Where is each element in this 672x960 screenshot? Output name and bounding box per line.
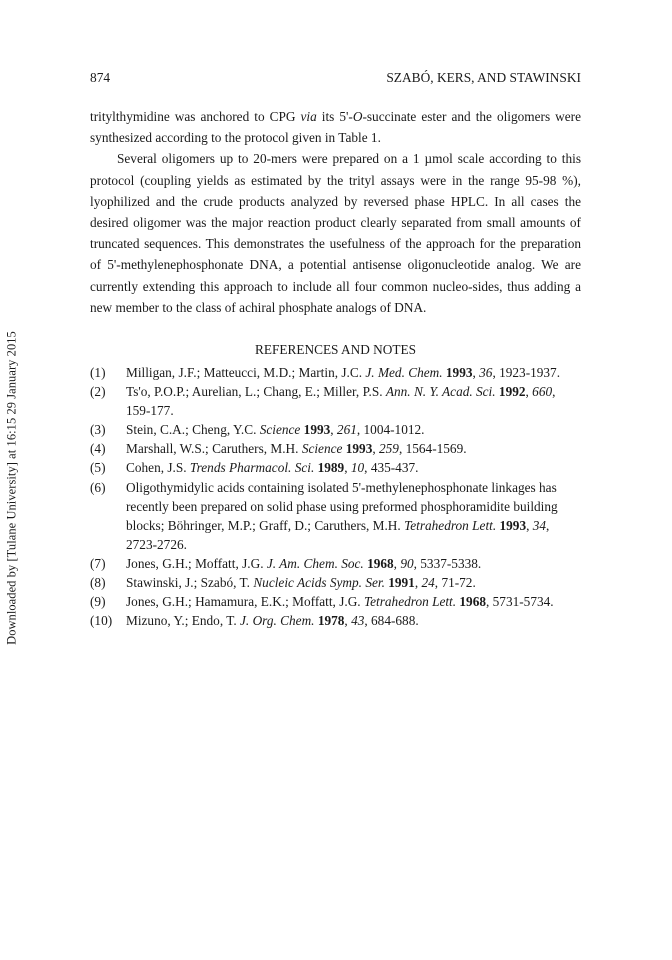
reference-text: Mizuno, Y.; Endo, T. J. Org. Chem. 1978, 43, 684-688. (126, 613, 419, 629)
reference-pages: 1564-1569. (405, 441, 467, 457)
reference-item (90, 458, 581, 477)
reference-pages: 5337-5338. (420, 555, 482, 571)
reference-text: Stawinski, J.; Szabó, T. Nucleic Acids Symp. Ser. 1991, 24, 71-72. (126, 575, 476, 591)
reference-authors: Milligan, J.F.; Matteucci, M.D.; Martin, J.C. (126, 365, 366, 380)
reference-volume: 261 (336, 422, 357, 438)
download-note-text: Downloaded by [Tulane University] at 16:15 29 January 2015 (4, 331, 19, 645)
reference-item (90, 363, 581, 382)
p1-text-e: -succinate ester and the oligomers were synthesized according to the protocol given in Table 1. (90, 109, 581, 146)
reference-text: Oligothymidylic acids containing isolated 5'-methylenephosphonate linkages has recently been prepared on solid phase using preformed phosphoramidite building blocks; Böhringer, M.P.; Graff, D.; Caruthers, M.H. Tetrahedron Lett. 1993, 34, 2723-2726. (126, 479, 558, 552)
reference-authors: Mizuno, Y.; Endo, T. (126, 613, 241, 629)
reference-pages: 71-72. (441, 575, 476, 591)
reference-volume: 24 (421, 575, 435, 591)
reference-text: Cohen, J.S. Trends Pharmacol. Sci. 1989, 10, 435-437. (126, 460, 419, 476)
reference-pages: 5731-5734. (492, 594, 554, 610)
reference-journal: Tetrahedron Lett. (363, 594, 457, 610)
reference-number: (10) (90, 613, 113, 629)
reference-journal: J. Am. Chem. Soc. (266, 555, 364, 571)
reference-volume: 259 (379, 441, 399, 457)
running-title: SZABÓ, KERS, AND STAWINSKI (386, 70, 581, 85)
reference-item (90, 382, 581, 420)
reference-journal: Trends Pharmacol. Sci. (189, 460, 315, 476)
reference-pages: 1004-1012. (363, 422, 425, 438)
reference-authors: Cohen, J.S. (126, 460, 190, 476)
page-header (90, 70, 581, 86)
reference-item (90, 478, 581, 554)
reference-pages: 159-177. (126, 403, 174, 419)
reference-text: Ts'o, P.O.P.; Aurelian, L.; Chang, E.; Miller, P.S. Ann. N. Y. Acad. Sci. 1992, 660, 159-177. (126, 384, 556, 419)
p1-o: O (352, 109, 363, 124)
references-list (90, 363, 581, 630)
reference-journal: Science (301, 441, 343, 457)
reference-authors: Jones, G.H.; Moffatt, J.G. (126, 555, 267, 571)
reference-item (90, 573, 581, 592)
reference-text: Stein, C.A.; Cheng, Y.C. Science 1993, 261, 1004-1012. (126, 422, 425, 438)
reference-text: Milligan, J.F.; Matteucci, M.D.; Martin, J.C. J. Med. Chem. 1993, 36, 1923-1937. (126, 365, 561, 380)
reference-authors: Jones, G.H.; Hamamura, E.K.; Moffatt, J.G. (126, 594, 364, 610)
reference-year: 1968 (459, 594, 486, 610)
reference-year: 1968 (367, 555, 394, 571)
p1-text-c: its 5'- (316, 109, 353, 124)
reference-pages: 435-437. (370, 460, 419, 476)
reference-number: (9) (90, 594, 106, 610)
reference-authors: Marshall, W.S.; Caruthers, M.H. (126, 441, 302, 457)
reference-number: (2) (90, 384, 106, 400)
reference-item (90, 592, 581, 611)
reference-number: (6) (90, 479, 106, 495)
reference-volume: 34 (532, 517, 547, 533)
reference-number: (4) (90, 441, 106, 457)
reference-journal: J. Org. Chem. (240, 613, 315, 629)
reference-authors: Stawinski, J.; Szabó, T. (126, 575, 254, 591)
reference-volume: 10 (350, 460, 365, 476)
reference-year: 1978 (317, 613, 345, 629)
references-heading: REFERENCES AND NOTES (254, 342, 417, 357)
p1-via: via (300, 109, 317, 124)
reference-text: Jones, G.H.; Hamamura, E.K.; Moffatt, J.G. Tetrahedron Lett. 1968, 5731-5734. (126, 594, 554, 610)
reference-year: 1992 (498, 384, 526, 400)
reference-number: (1) (90, 365, 106, 380)
reference-item (90, 611, 581, 630)
reference-journal: J. Med. Chem. (365, 365, 443, 380)
reference-text: Jones, G.H.; Moffatt, J.G. J. Am. Chem. Soc. 1968, 90, 5337-5338. (126, 555, 482, 571)
body-text (90, 106, 581, 318)
reference-journal: Science (259, 422, 301, 438)
reference-pages: 2723-2726. (126, 536, 187, 552)
p1-text-a: tritylthymidine was anchored to CPG (90, 109, 301, 124)
reference-item (90, 439, 581, 458)
reference-authors: Oligothymidylic acids containing isolated 5'-methylenephosphonate linkages has recently been prepared on solid phase using preformed phosphoramidite building blocks; Böhringer, M.P.; Graff, D.; Caruthers, M.H. (126, 479, 558, 533)
paragraph-1 (90, 106, 581, 148)
reference-journal: Nucleic Acids Symp. Ser. (253, 575, 385, 591)
reference-year: 1993 (345, 441, 373, 457)
reference-volume: 90 (400, 555, 414, 571)
reference-authors: Stein, C.A.; Cheng, Y.C. (126, 422, 260, 438)
reference-year: 1993 (499, 517, 527, 533)
reference-volume: 660 (532, 384, 553, 400)
reference-journal: Ann. N. Y. Acad. Sci. (385, 384, 496, 400)
reference-volume: 43 (351, 613, 365, 629)
reference-year: 1989 (317, 460, 345, 476)
reference-number: (3) (90, 422, 106, 438)
reference-authors: Ts'o, P.O.P.; Aurelian, L.; Chang, E.; Miller, P.S. (126, 384, 386, 400)
reference-year: 1993 (445, 365, 473, 380)
reference-pages: 1923-1937. (499, 365, 561, 380)
reference-number: (8) (90, 575, 106, 591)
download-watermark (4, 318, 20, 658)
reference-text: Marshall, W.S.; Caruthers, M.H. Science 1993, 259, 1564-1569. (126, 441, 467, 457)
reference-year: 1991 (388, 575, 415, 591)
reference-item (90, 554, 581, 573)
reference-volume: 36 (479, 365, 493, 380)
reference-item (90, 420, 581, 439)
reference-pages: 684-688. (371, 613, 419, 629)
page-number: 874 (90, 70, 111, 85)
paragraph-2: Several oligomers up to 20-mers were prepared on a 1 µmol scale according to this protocol (coupling yields as estimated by the trityl assays were in the range 95-98 %), lyophilized and the crude products analyzed by reversed phase HPLC. In all cases the desired oligomer was the major reaction product clearly separated from small amounts of truncated sequences. This demonstrates the usefulness of the approach for the preparation of 5'-methylenephosphonate DNA, a potential antisense oligonucleotide analog. We are currently extending this approach to include all four common nucleo-sides, thus adding a new member to the class of achiral phosphate analogs of DNA. (90, 151, 581, 315)
reference-number: (7) (90, 555, 106, 571)
reference-number: (5) (90, 460, 106, 476)
reference-journal: Tetrahedron Lett. (404, 517, 497, 533)
reference-year: 1993 (303, 422, 331, 438)
